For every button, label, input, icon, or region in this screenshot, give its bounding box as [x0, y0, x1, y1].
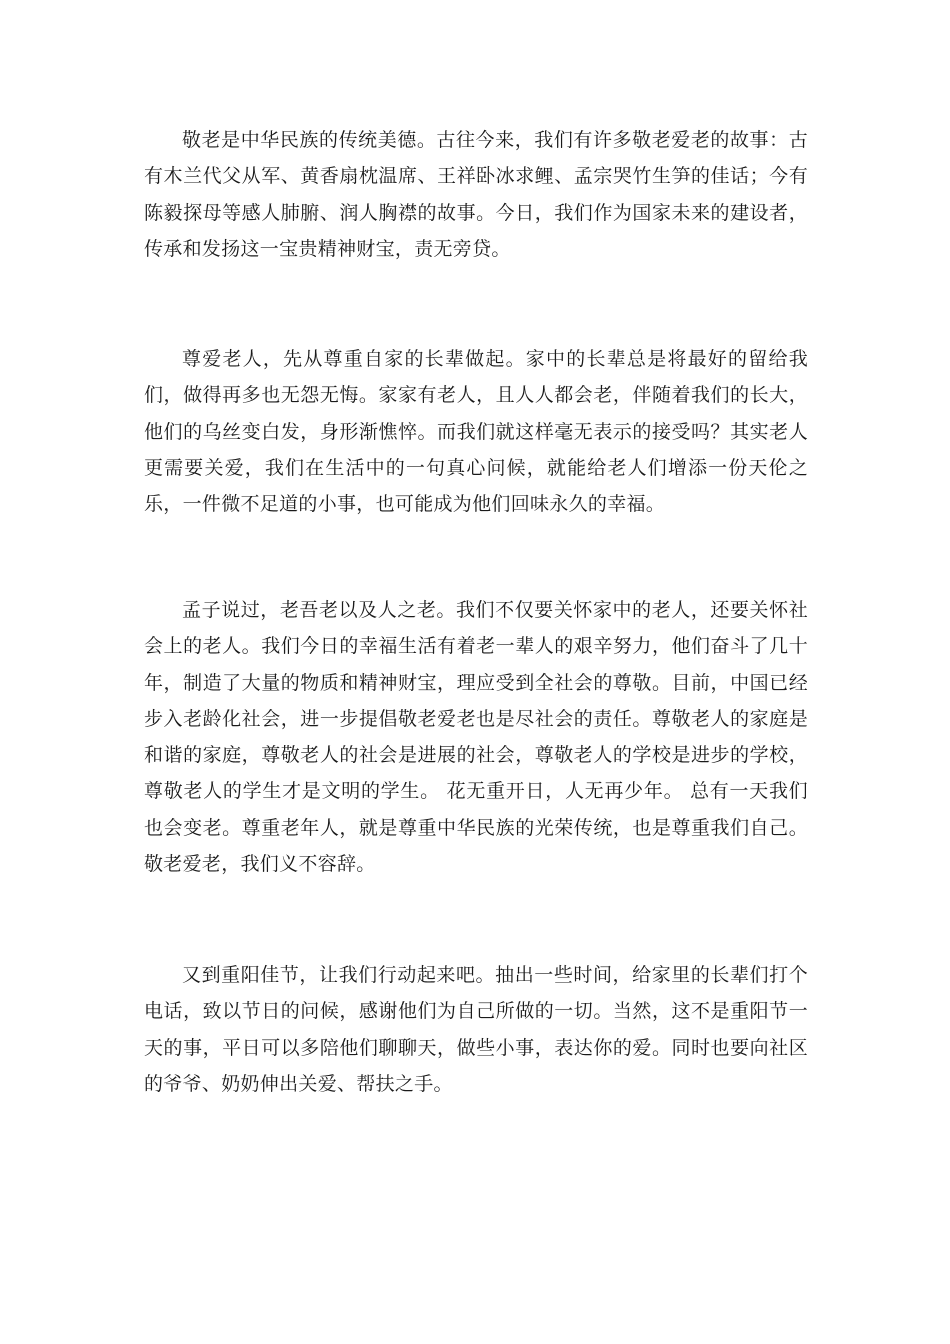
paragraph-chongyang-festival: 又到重阳佳节，让我们行动起来吧。抽出一些时间，给家里的长辈们打个电话，致以节日的问候，感谢他们为自己所做的一切。当然，这不是重阳节一天的事，平日可以多陪他们聊聊天，做些小事，表达你的爱。同时也要向社区的爷爷、奶奶伸出关爱、帮扶之手。 — [144, 964, 808, 1095]
paragraph-respect-family-elders: 尊爱老人，先从尊重自家的长辈做起。家中的长辈总是将最好的留给我们，做得再多也无怨无悔。家家有老人，且人人都会老，伴随着我们的长大，他们的乌丝变白发，身形渐憔悴。而我们就这样毫无表示的接受吗？其实老人更需要关爱，我们在生活中的一句真心问候，就能给老人们增添一份天伦之乐，一件微不足道的小事，也可能成为他们回味永久的幸福。 — [144, 348, 808, 516]
paragraph-care-society-elders: 孟子说过，老吾老以及人之老。我们不仅要关怀家中的老人，还要关怀社会上的老人。我们今日的幸福生活有着老一辈人的艰辛努力，他们奋斗了几十年，制造了大量的物质和精神财宝，理应受到全社会的尊敬。目前，中国已经步入老龄化社会，进一步提倡敬老爱老也是尽社会的责任。尊敬老人的家庭是和谐的家庭，尊敬老人的社会是进展的社会，尊敬老人的学校是进步的学校，尊敬老人的学生才是文明的学生。 花无重开日，人无再少年。 总有一天我们也会变老。尊重老年人，就是尊重中华民族的光荣传统，也是尊重我们自己。敬老爱老，我们义不容辞。 — [144, 599, 808, 876]
paragraph-respect-elders-tradition: 敬老是中华民族的传统美德。古往今来，我们有许多敬老爱老的故事：古有木兰代父从军、黄香扇枕温席、王祥卧冰求鲤、孟宗哭竹生笋的佳话；今有陈毅探母等感人肺腑、润人胸襟的故事。今日，我们作为国家未来的建设者，传承和发扬这一宝贵精神财宝，责无旁贷。 — [144, 129, 808, 260]
